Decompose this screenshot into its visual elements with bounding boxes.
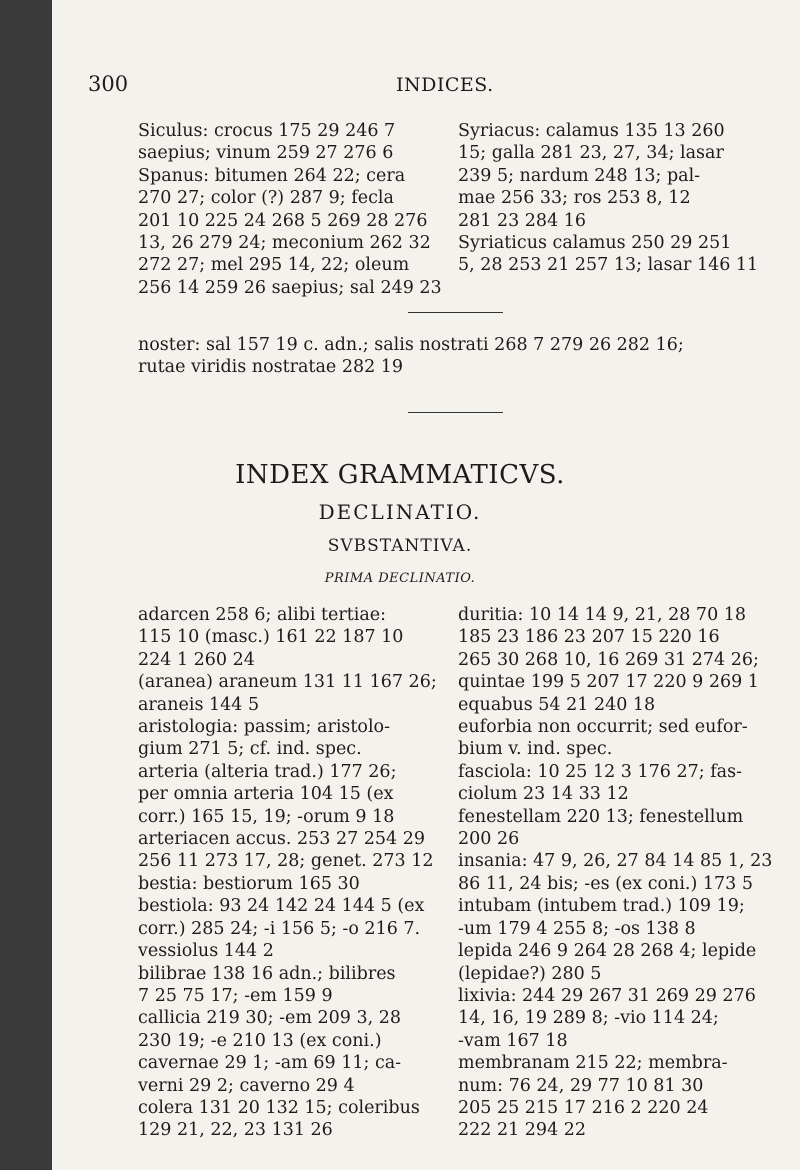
left-index-column bbox=[138, 604, 437, 1142]
index-line: fenestellam 220 13; fenestellum bbox=[458, 806, 744, 827]
index-line: rutae viridis nostratae 282 19 bbox=[138, 357, 404, 378]
index-line: 239 5; nardum 248 13; pal- bbox=[458, 165, 701, 186]
index-line: 205 25 215 17 216 2 220 24 bbox=[458, 1097, 709, 1118]
index-line: quintae 199 5 207 17 220 9 269 1 bbox=[458, 672, 759, 693]
index-line: Siculus: crocus 175 29 246 7 bbox=[138, 121, 396, 141]
index-line: verni 29 2; caverno 29 4 bbox=[138, 1075, 355, 1096]
section-subtitle: SVBSTANTIVA. bbox=[327, 536, 473, 556]
index-line: lixivia: 244 29 267 31 269 29 276 bbox=[458, 985, 756, 1006]
index-line: mae 256 33; ros 253 8, 12 bbox=[458, 188, 691, 209]
index-line: (aranea) araneum 131 11 167 26; bbox=[138, 672, 437, 693]
index-line: 201 10 225 24 268 5 269 28 276 bbox=[138, 210, 428, 231]
index-line: 14, 16, 19 289 8; -vio 114 24; bbox=[458, 1008, 719, 1029]
index-line: 129 21, 22, 23 131 26 bbox=[138, 1120, 333, 1141]
page-number: 300 bbox=[88, 72, 129, 96]
index-line: vessiolus 144 2 bbox=[138, 941, 274, 962]
index-line: adarcen 258 6; alibi tertiae: bbox=[138, 605, 387, 625]
index-line: euforbia non occurrit; sed eufor- bbox=[458, 717, 748, 738]
index-line: 13, 26 279 24; meconium 262 32 bbox=[138, 233, 431, 254]
index-line: 200 26 bbox=[458, 829, 520, 850]
index-line: 222 21 294 22 bbox=[458, 1120, 587, 1141]
index-line: 272 27; mel 295 14, 22; oleum bbox=[138, 255, 410, 276]
index-line: Spanus: bitumen 264 22; cera bbox=[138, 165, 406, 186]
index-line: membranam 215 22; membra- bbox=[458, 1053, 728, 1074]
index-line: -um 179 4 255 8; -os 138 8 bbox=[458, 918, 696, 939]
index-line: (lepidae?) 280 5 bbox=[458, 963, 602, 984]
top-left-column bbox=[138, 120, 442, 299]
index-line: ciolum 23 14 33 12 bbox=[458, 784, 629, 805]
index-line: lepida 246 9 264 28 268 4; lepide bbox=[458, 941, 757, 962]
index-line: insania: 47 9, 26, 27 84 14 85 1, 23 bbox=[458, 851, 773, 872]
index-line: arteria (alteria trad.) 177 26; bbox=[138, 761, 397, 782]
index-line: 115 10 (masc.) 161 22 187 10 bbox=[138, 627, 404, 648]
index-line: callicia 219 30; -em 209 3, 28 bbox=[138, 1008, 402, 1029]
index-line: 185 23 186 23 207 15 220 16 bbox=[458, 627, 720, 648]
index-line: equabus 54 21 240 18 bbox=[458, 694, 656, 715]
index-line: Syriacus: calamus 135 13 260 bbox=[458, 121, 725, 141]
index-line: -vam 167 18 bbox=[458, 1030, 568, 1051]
section-subtitle: DECLINATIO. bbox=[318, 500, 482, 524]
index-line: corr.) 165 15, 19; -orum 9 18 bbox=[138, 806, 395, 827]
index-line: 5, 28 253 21 257 13; lasar 146 11 bbox=[458, 255, 759, 276]
index-line: 256 14 259 26 saepius; sal 249 23 bbox=[138, 277, 442, 298]
index-line: num: 76 24, 29 77 10 81 30 bbox=[458, 1075, 704, 1096]
index-line: corr.) 285 24; -i 156 5; -o 216 7. bbox=[138, 918, 421, 939]
top-right-column bbox=[458, 120, 758, 277]
index-line: duritia: 10 14 14 9, 21, 28 70 18 bbox=[458, 605, 747, 625]
index-line: 230 19; -e 210 13 (ex coni.) bbox=[138, 1030, 382, 1051]
index-line: 86 11, 24 bis; -es (ex coni.) 173 5 bbox=[458, 873, 753, 894]
index-line: araneis 144 5 bbox=[138, 694, 260, 715]
index-line: Syriaticus calamus 250 29 251 bbox=[458, 233, 732, 254]
index-line: 7 25 75 17; -em 159 9 bbox=[138, 985, 333, 1006]
index-line: 265 30 268 10, 16 269 31 274 26; bbox=[458, 649, 759, 670]
index-line: noster: sal 157 19 c. adn.; salis nostrati 268 7 279 26 282 16; bbox=[138, 335, 684, 355]
index-line: 256 11 273 17, 28; genet. 273 12 bbox=[138, 851, 434, 872]
index-line: cavernae 29 1; -am 69 11; ca- bbox=[138, 1053, 402, 1074]
subsection-title: PRIMA DECLINATIO. bbox=[324, 571, 476, 586]
index-line: bilibrae 138 16 adn.; bilibres bbox=[138, 963, 396, 984]
index-line: 224 1 260 24 bbox=[138, 649, 255, 670]
index-line: 281 23 284 16 bbox=[458, 210, 587, 231]
divider-rule bbox=[408, 412, 503, 413]
index-line: 270 27; color (?) 287 9; fecla bbox=[138, 188, 394, 209]
index-line: arteriacen accus. 253 27 254 29 bbox=[138, 829, 426, 850]
index-line: bestia: bestiorum 165 30 bbox=[138, 873, 360, 894]
noster-entry bbox=[138, 334, 684, 379]
index-line: gium 271 5; cf. ind. spec. bbox=[138, 739, 362, 760]
running-title: INDICES. bbox=[396, 74, 494, 96]
right-index-column bbox=[458, 604, 772, 1142]
divider-rule bbox=[408, 312, 503, 313]
index-line: bium v. ind. spec. bbox=[458, 739, 613, 760]
index-line: per omnia arteria 104 15 (ex bbox=[138, 784, 394, 805]
index-line: aristologia: passim; aristolo- bbox=[138, 717, 391, 738]
index-line: bestiola: 93 24 142 24 144 5 (ex bbox=[138, 896, 425, 917]
section-title: INDEX GRAMMATICVS. bbox=[235, 460, 565, 490]
index-line: fasciola: 10 25 12 3 176 27; fas- bbox=[458, 761, 742, 782]
index-line: intubam (intubem trad.) 109 19; bbox=[458, 896, 745, 917]
index-line: 15; galla 281 23, 27, 34; lasar bbox=[458, 143, 724, 164]
index-line: colera 131 20 132 15; coleribus bbox=[138, 1097, 420, 1118]
index-line: saepius; vinum 259 27 276 6 bbox=[138, 143, 394, 164]
